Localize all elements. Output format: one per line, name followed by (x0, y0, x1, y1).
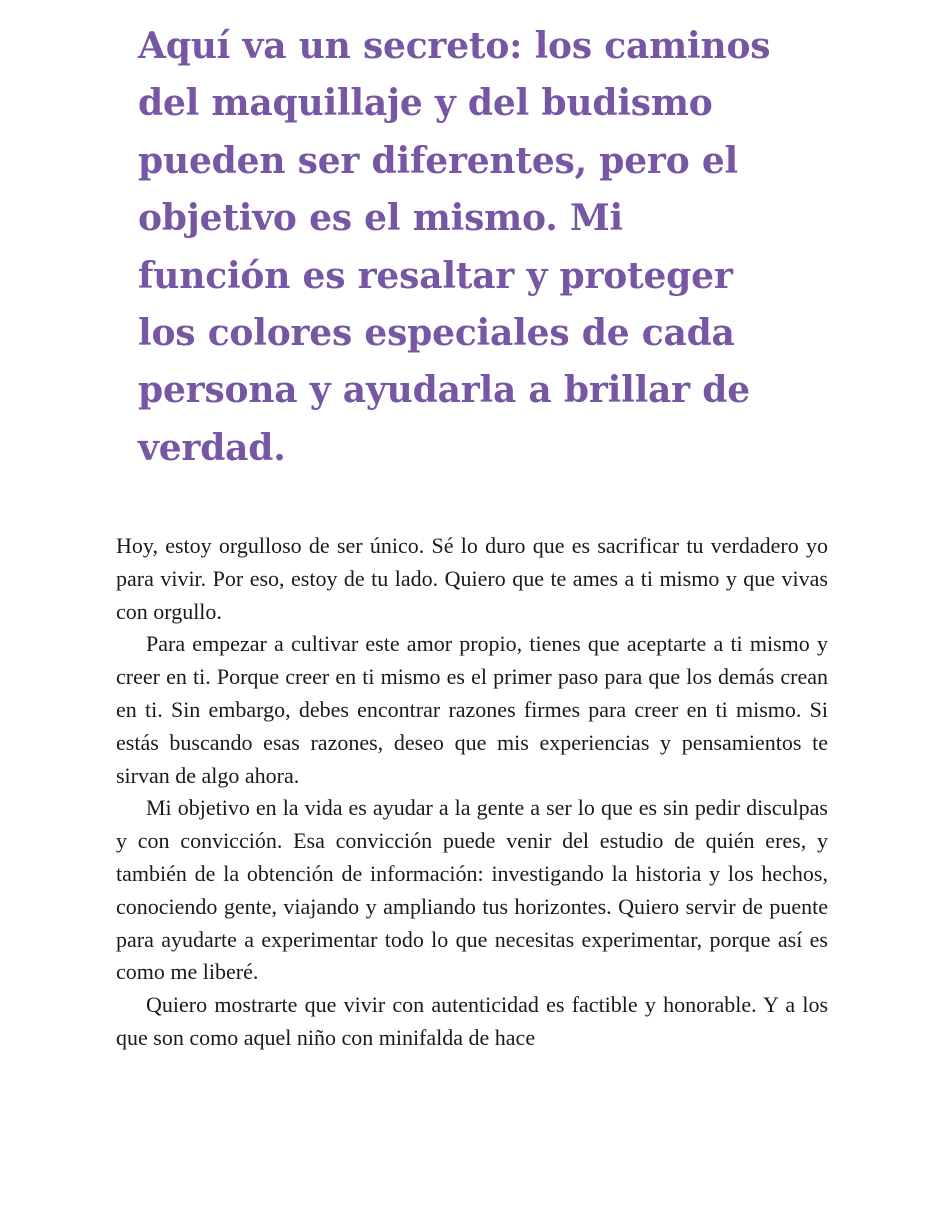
paragraph: Para empezar a cultivar este amor propio, tienes que aceptarte a ti mismo y creer en ti. Porque creer en ti mismo es el primer paso para que los demás crean en ti. Sin embargo, debes encontrar razones firmes para creer en ti mismo. Si estás buscando esas razones, deseo que mis experiencias y pensamientos te sirvan de algo ahora. (116, 631, 828, 788)
body-text (116, 530, 828, 1055)
paragraph: Quiero mostrarte que vivir con autenticidad es factible y honorable. Y a los que son como aquel niño con minifalda de hace (116, 992, 828, 1050)
paragraph: Mi objetivo en la vida es ayudar a la gente a ser lo que es sin pedir disculpas y con convicción. Esa convicción puede venir del estudio de quién eres, y también de la obtención de información: investigando la historia y los hechos, conociendo gente, viajando y ampliando tus horizontes. Quiero servir de puente para ayudarte a experimentar todo lo que necesitas experimentar, porque así es como me liberé. (116, 795, 828, 985)
paragraph: Hoy, estoy orgulloso de ser único. Sé lo duro que es sacrificar tu verdadero yo para vivir. Por eso, estoy de tu lado. Quiero que te ames a ti mismo y que vivas con orgullo. (116, 533, 828, 624)
pull-quote: Aquí va un secreto: los caminos del maquillaje y del budismo pueden ser diferentes, pero el objetivo es el mismo. Mi función es resaltar y proteger los colores especiales de cada persona y ayudarla a brillar de verdad. (138, 25, 771, 469)
